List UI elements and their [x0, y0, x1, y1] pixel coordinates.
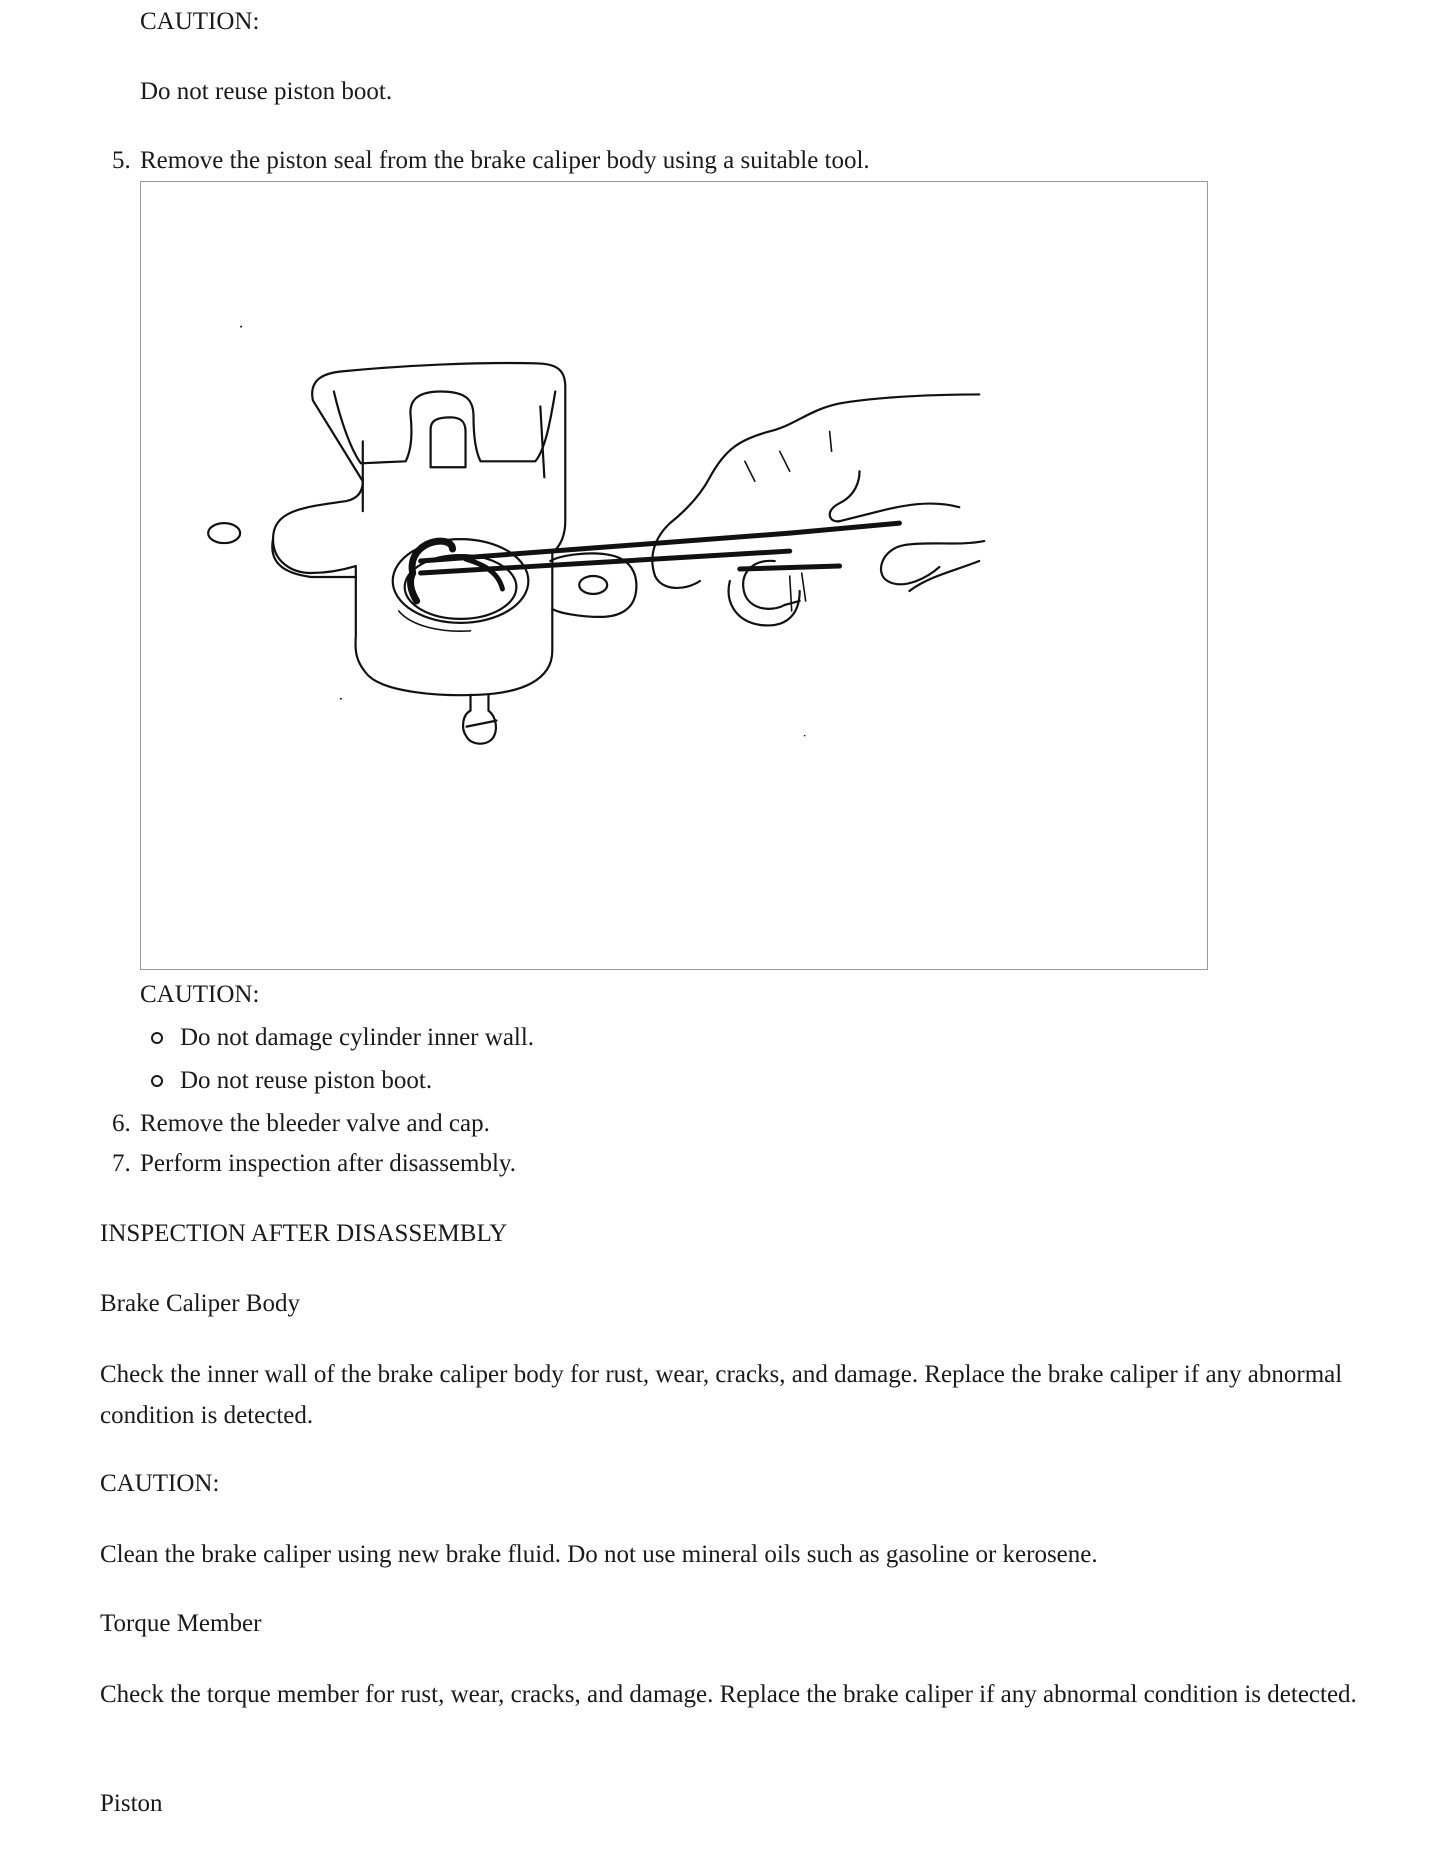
brake-caliper-illustration-icon: [141, 182, 1207, 969]
step-number: 7.: [112, 1150, 131, 1177]
list-item: Do not reuse piston boot.: [180, 1067, 433, 1094]
step-number: 6.: [112, 1110, 131, 1137]
paragraph: Check the inner wall of the brake caliper body for rust, wear, cracks, and damage. Replace the brake caliper if any abnormal condition is detected.: [100, 1361, 1343, 1429]
step-number: 5.: [112, 147, 131, 174]
subheading: Piston: [100, 1790, 163, 1817]
step-text: Remove the piston seal from the brake caliper body using a suitable tool.: [140, 147, 870, 174]
list-item: Do not damage cylinder inner wall.: [180, 1024, 535, 1051]
section-heading: INSPECTION AFTER DISASSEMBLY: [100, 1220, 508, 1247]
caution-text: Do not reuse piston boot.: [140, 78, 393, 105]
caution-label: CAUTION:: [140, 981, 260, 1008]
step-text: Perform inspection after disassembly.: [140, 1150, 517, 1177]
subheading: Brake Caliper Body: [100, 1290, 300, 1317]
step-text: Remove the bleeder valve and cap.: [140, 1110, 490, 1137]
caution-text: Clean the brake caliper using new brake fluid. Do not use mineral oils such as gasoline or kerosene.: [100, 1541, 1098, 1568]
caliper-figure: [140, 181, 1208, 970]
subheading: Torque Member: [100, 1610, 262, 1637]
caution-label: CAUTION:: [140, 8, 260, 35]
bullet-icon: [151, 1075, 163, 1087]
bullet-icon: [151, 1032, 163, 1044]
caution-label: CAUTION:: [100, 1470, 220, 1497]
paragraph: Check the torque member for rust, wear, cracks, and damage. Replace the brake caliper if any abnormal condition is detected.: [100, 1681, 1357, 1708]
